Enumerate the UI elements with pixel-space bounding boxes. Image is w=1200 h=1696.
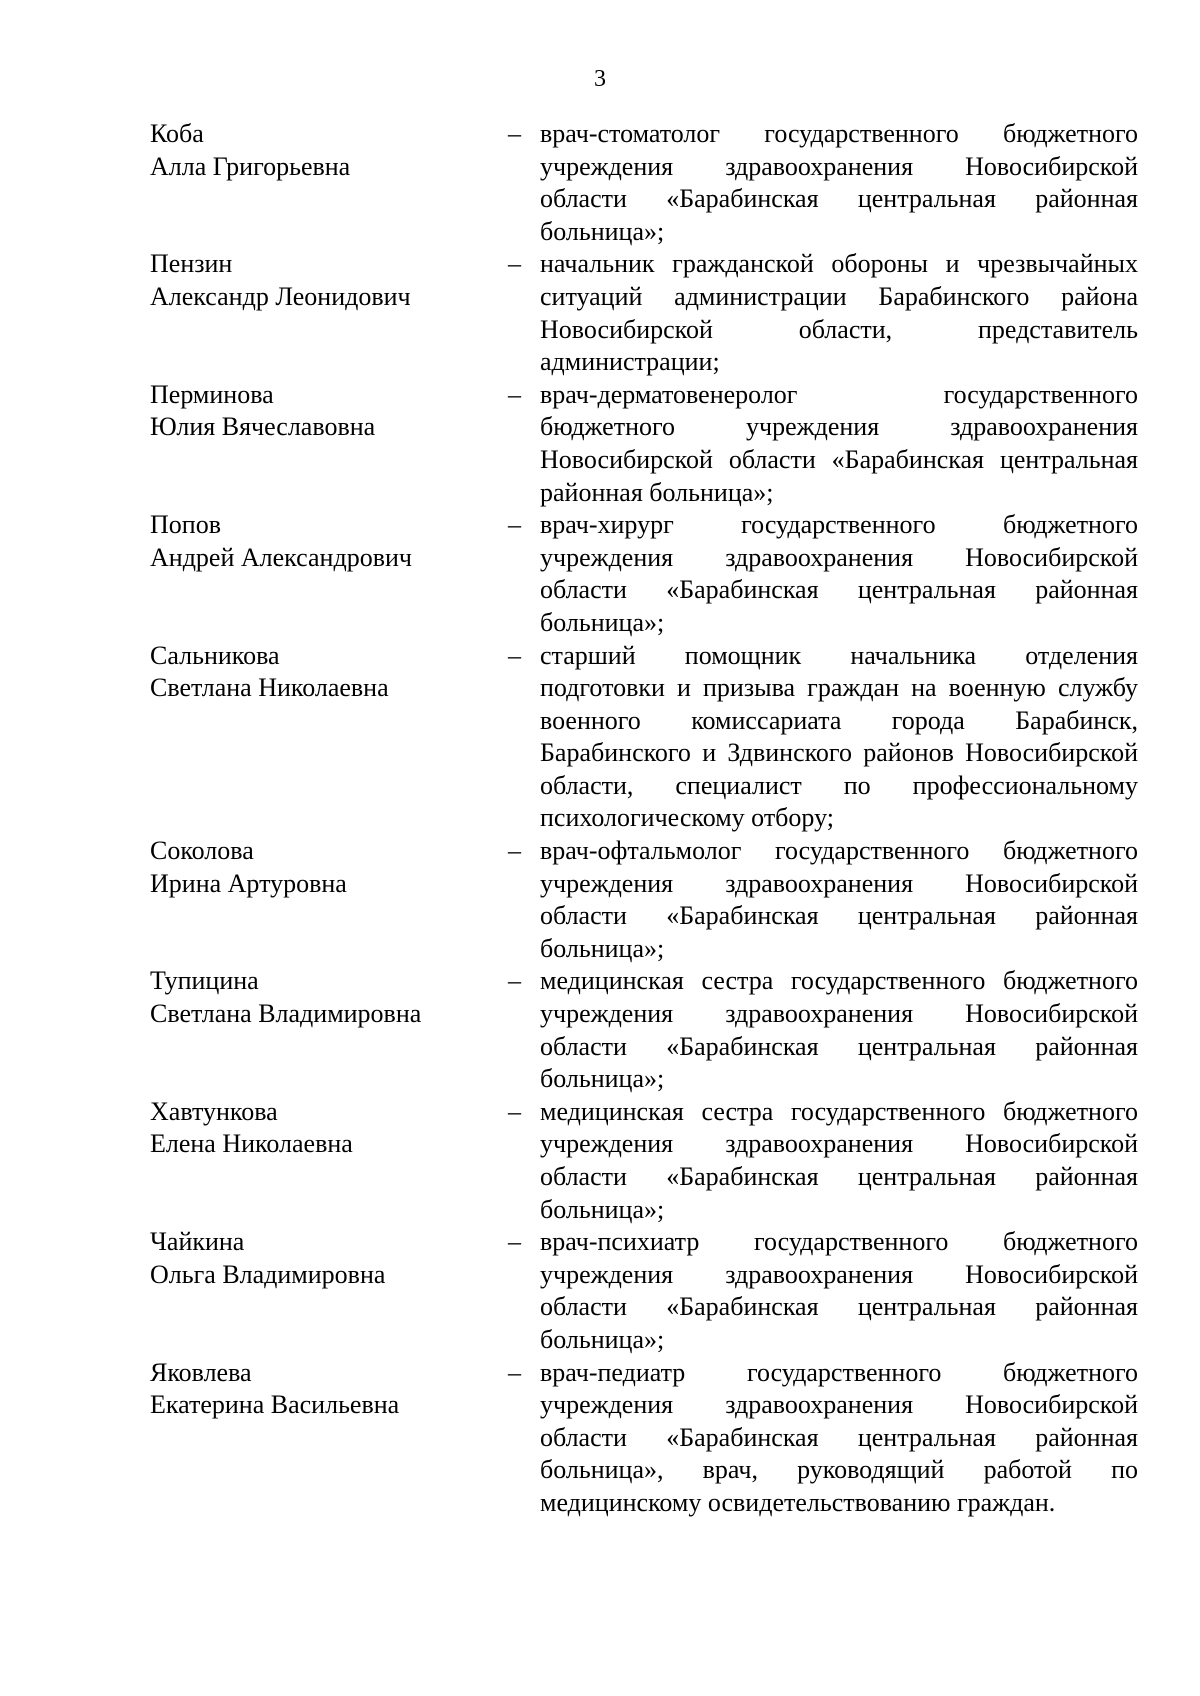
member-surname: Попов — [150, 510, 221, 540]
member-surname: Соколова — [150, 836, 254, 866]
member-role: медицинская сестра государственного бюджетного учреждения здравоохранения Новосибирской области «Барабинская центральная районная больница»; — [540, 966, 1138, 1094]
dash-separator: – — [508, 1227, 521, 1257]
member-surname: Хавтункова — [150, 1096, 278, 1126]
member-name — [150, 1096, 508, 1226]
member-role: врач-стоматолог государственного бюджетного учреждения здравоохранения Новосибирской области «Барабинская центральная районная больница»; — [540, 119, 1138, 246]
member-name — [150, 835, 508, 965]
member-name — [150, 1226, 508, 1356]
member-name — [150, 118, 508, 248]
member-role: врач-офтальмолог государственного бюджетного учреждения здравоохранения Новосибирской области «Барабинская центральная районная больница»; — [540, 836, 1138, 963]
member-surname: Тупицина — [150, 966, 259, 996]
member-given-names: Ирина Артуровна — [150, 868, 347, 898]
member-given-names: Андрей Александрович — [150, 542, 412, 572]
member-name — [150, 379, 508, 509]
member-entry — [150, 640, 1150, 836]
member-surname: Коба — [150, 119, 204, 148]
member-entry — [150, 965, 1150, 1095]
member-role: врач-хирург государственного бюджетного учреждения здравоохранения Новосибирской области «Барабинская центральная районная больница»; — [540, 510, 1138, 637]
member-name — [150, 965, 508, 1095]
member-name — [150, 248, 508, 378]
member-given-names: Светлана Владимировна — [150, 999, 422, 1029]
member-given-names: Александр Леонидович — [150, 281, 411, 311]
member-surname: Перминова — [150, 379, 274, 409]
dash-separator: – — [508, 379, 521, 409]
member-entry — [150, 1226, 1150, 1356]
member-entry — [150, 509, 1150, 639]
dash-separator: – — [508, 119, 521, 148]
member-name — [150, 509, 508, 639]
member-given-names: Юлия Вячеславовна — [150, 412, 376, 442]
member-role: старший помощник начальника отделения подготовки и призыва граждан на военную службу военного комиссариата города Барабинск, Барабинского и Здвинского районов Новосибирской области, специалист по профессиональному психологическому отбору; — [540, 640, 1138, 833]
dash-separator: – — [508, 1096, 521, 1126]
member-role: начальник гражданской обороны и чрезвычайных ситуаций администрации Барабинского района Новосибирской области, представитель администрации; — [540, 249, 1138, 377]
commission-member-list — [150, 118, 1150, 1520]
member-surname: Чайкина — [150, 1227, 245, 1257]
dash-separator: – — [508, 249, 521, 279]
member-given-names: Екатерина Васильевна — [150, 1390, 400, 1420]
member-role: врач-педиатр государственного бюджетного учреждения здравоохранения Новосибирской области «Барабинская центральная районная больница», врач, руководящий работой по медицинскому освидетельствованию граждан. — [540, 1357, 1138, 1517]
dash-separator: – — [508, 510, 521, 540]
member-entry — [150, 248, 1150, 378]
page-number: 3 — [594, 66, 606, 92]
dash-separator: – — [508, 836, 521, 866]
member-surname: Пензин — [150, 249, 233, 279]
member-role: врач-психиатр государственного бюджетного учреждения здравоохранения Новосибирской области «Барабинская центральная районная больница»; — [540, 1227, 1138, 1354]
dash-separator: – — [508, 640, 521, 670]
member-name — [150, 1357, 508, 1520]
dash-separator: – — [508, 966, 521, 996]
member-entry — [150, 1357, 1150, 1520]
member-surname: Сальникова — [150, 640, 280, 670]
member-role: медицинская сестра государственного бюджетного учреждения здравоохранения Новосибирской области «Барабинская центральная районная больница»; — [540, 1096, 1138, 1224]
member-entry — [150, 379, 1150, 509]
member-given-names: Елена Николаевна — [150, 1129, 353, 1159]
member-role: врач-дерматовенеролог государственного бюджетного учреждения здравоохранения Новосибирской области «Барабинская центральная районная больница»; — [540, 379, 1138, 507]
member-entry — [150, 835, 1150, 965]
member-given-names: Алла Григорьевна — [150, 151, 351, 181]
member-given-names: Светлана Николаевна — [150, 673, 389, 703]
dash-separator: – — [508, 1357, 521, 1387]
member-entry — [150, 118, 1150, 248]
member-surname: Яковлева — [150, 1357, 252, 1387]
member-name — [150, 640, 508, 836]
member-given-names: Ольга Владимировна — [150, 1259, 386, 1289]
member-entry — [150, 1096, 1150, 1226]
